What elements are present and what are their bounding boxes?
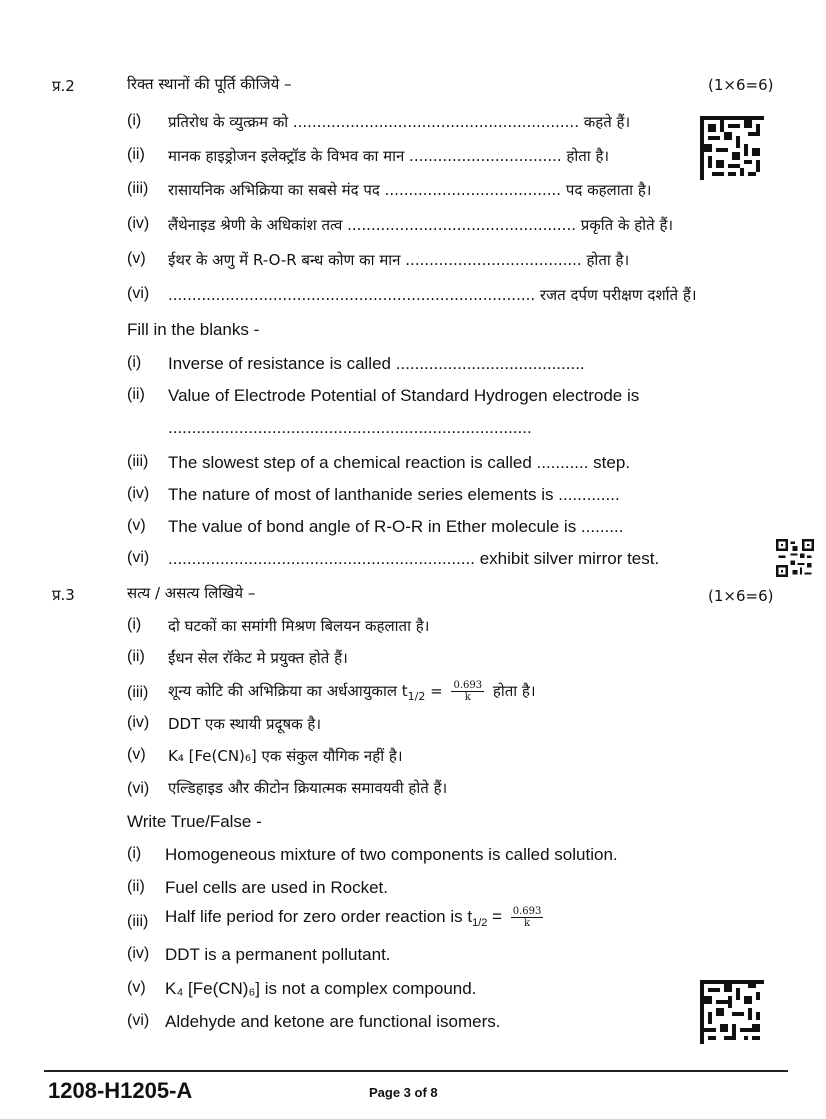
item-text-formula	[168, 680, 536, 703]
item-number: (iv)	[127, 215, 150, 232]
item-text: Homogeneous mixture of two components is called solution.	[165, 845, 618, 864]
item-number: (vi)	[127, 549, 150, 566]
question-heading-english: Write True/False -	[127, 812, 262, 831]
item-number: (iv)	[127, 714, 150, 731]
item-text: लैंथेनाइड श्रेणी के अधिकांश तत्व ................................................ प्रकृति के होते हैं।	[168, 216, 674, 234]
question-heading-hindi: सत्य / असत्य लिखिये –	[127, 584, 256, 602]
item-number: (ii)	[127, 386, 145, 403]
item-text: .............................................................................	[168, 418, 532, 437]
item-text: दो घटकों का समांगी मिश्रण बिलयन कहलाता है।	[168, 617, 430, 635]
item-text: The slowest step of a chemical reaction is called ........... step.	[168, 453, 631, 472]
item-number: (iv)	[127, 485, 150, 502]
item-text: The nature of most of lanthanide series elements is .............	[168, 485, 620, 504]
formula-equals: =	[487, 906, 507, 926]
fraction-denominator: k	[524, 918, 531, 929]
footer-divider	[44, 1070, 788, 1072]
formula-suffix: होता है।	[488, 682, 536, 700]
question-heading-hindi: रिक्त स्थानों की पूर्ति कीजिये –	[127, 75, 292, 93]
fraction-numerator: 0.693	[512, 906, 542, 917]
item-text: The value of bond angle of R-O-R in Ether molecule is .........	[168, 517, 624, 536]
item-number: (ii)	[127, 878, 145, 895]
qr-code-icon	[700, 980, 764, 1044]
item-number: (v)	[127, 979, 146, 996]
item-text: ................................................................. exhibit silver mirror test.	[168, 549, 660, 568]
item-text: Fuel cells are used in Rocket.	[165, 878, 388, 897]
item-text: ईंधन सेल रॉकेट मे प्रयुक्त होते हैं।	[168, 649, 348, 667]
paper-code: 1208-H1205-A	[48, 1078, 193, 1103]
item-text: एल्डिहाइड और कीटोन क्रियात्मक समावयवी होते हैं।	[168, 779, 448, 797]
marks-label: (1×6=6)	[708, 76, 774, 94]
question-number: प्र.2	[52, 77, 75, 95]
item-text: Aldehyde and ketone are functional isomers.	[165, 1012, 501, 1031]
item-number: (i)	[127, 616, 142, 633]
item-text: K₄ [Fe(CN)₆] एक संकुल यौगिक नहीं है।	[168, 747, 403, 765]
item-number: (i)	[127, 845, 142, 862]
item-text: DDT एक स्थायी प्रदूषक है।	[168, 715, 322, 733]
item-number: (v)	[127, 746, 146, 763]
formula-subscript: 1/2	[472, 916, 488, 929]
item-text: Value of Electrode Potential of Standard Hydrogen electrode is	[168, 386, 640, 405]
qr-code-icon	[700, 116, 764, 180]
item-number: (iii)	[127, 453, 149, 470]
formula-equals: =	[425, 682, 448, 700]
item-number: (ii)	[127, 648, 145, 665]
item-number: (vi)	[127, 780, 150, 797]
question-number: प्र.3	[52, 586, 75, 604]
item-number: (vi)	[127, 1012, 150, 1029]
item-text: रासायनिक अभिक्रिया का सबसे मंद पद ..................................... पद कहलाता है।	[168, 181, 652, 199]
item-text: प्रतिरोध के व्युत्क्रम को ............................................................ कहते हैं।	[168, 113, 631, 131]
formula-prefix: Half life period for zero order reaction is t	[165, 906, 473, 926]
item-text: ............................................................................. रजत दर्पण परीक्षण दर्शाते हैं।	[168, 286, 697, 304]
fraction	[451, 680, 484, 703]
fraction-numerator: 0.693	[453, 680, 483, 691]
item-number: (i)	[127, 354, 142, 371]
item-text-formula	[165, 906, 547, 929]
item-number: (iv)	[127, 945, 150, 962]
fraction-denominator: k	[464, 692, 471, 703]
item-number: (iii)	[127, 684, 149, 701]
item-text: ईथर के अणु में R-O-R बन्ध कोण का मान ..................................... होता है।	[168, 251, 630, 269]
question-heading-english: Fill in the blanks -	[127, 320, 260, 339]
marks-label: (1×6=6)	[708, 587, 774, 605]
formula-prefix: शून्य कोटि की अभिक्रिया का अर्धआयुकाल t	[168, 682, 408, 700]
item-text: मानक हाइड्रोजन इलेक्ट्रॉड के विभव का मान ................................ होता है।	[168, 147, 610, 165]
item-number: (ii)	[127, 146, 145, 163]
formula-subscript: 1/2	[407, 690, 426, 703]
item-text: Inverse of resistance is called ........................................	[168, 354, 585, 373]
page-number: Page 3 of 8	[369, 1085, 438, 1100]
item-number: (iii)	[127, 913, 149, 930]
item-number: (vi)	[127, 285, 150, 302]
fraction	[511, 906, 544, 929]
item-number: (v)	[127, 250, 146, 267]
qr-code-icon	[776, 539, 814, 577]
item-number: (i)	[127, 112, 142, 129]
item-text: K₄ [Fe(CN)₆] is not a complex compound.	[165, 979, 477, 998]
item-number: (iii)	[127, 180, 149, 197]
item-number: (v)	[127, 517, 146, 534]
item-text: DDT is a permanent pollutant.	[165, 945, 391, 964]
